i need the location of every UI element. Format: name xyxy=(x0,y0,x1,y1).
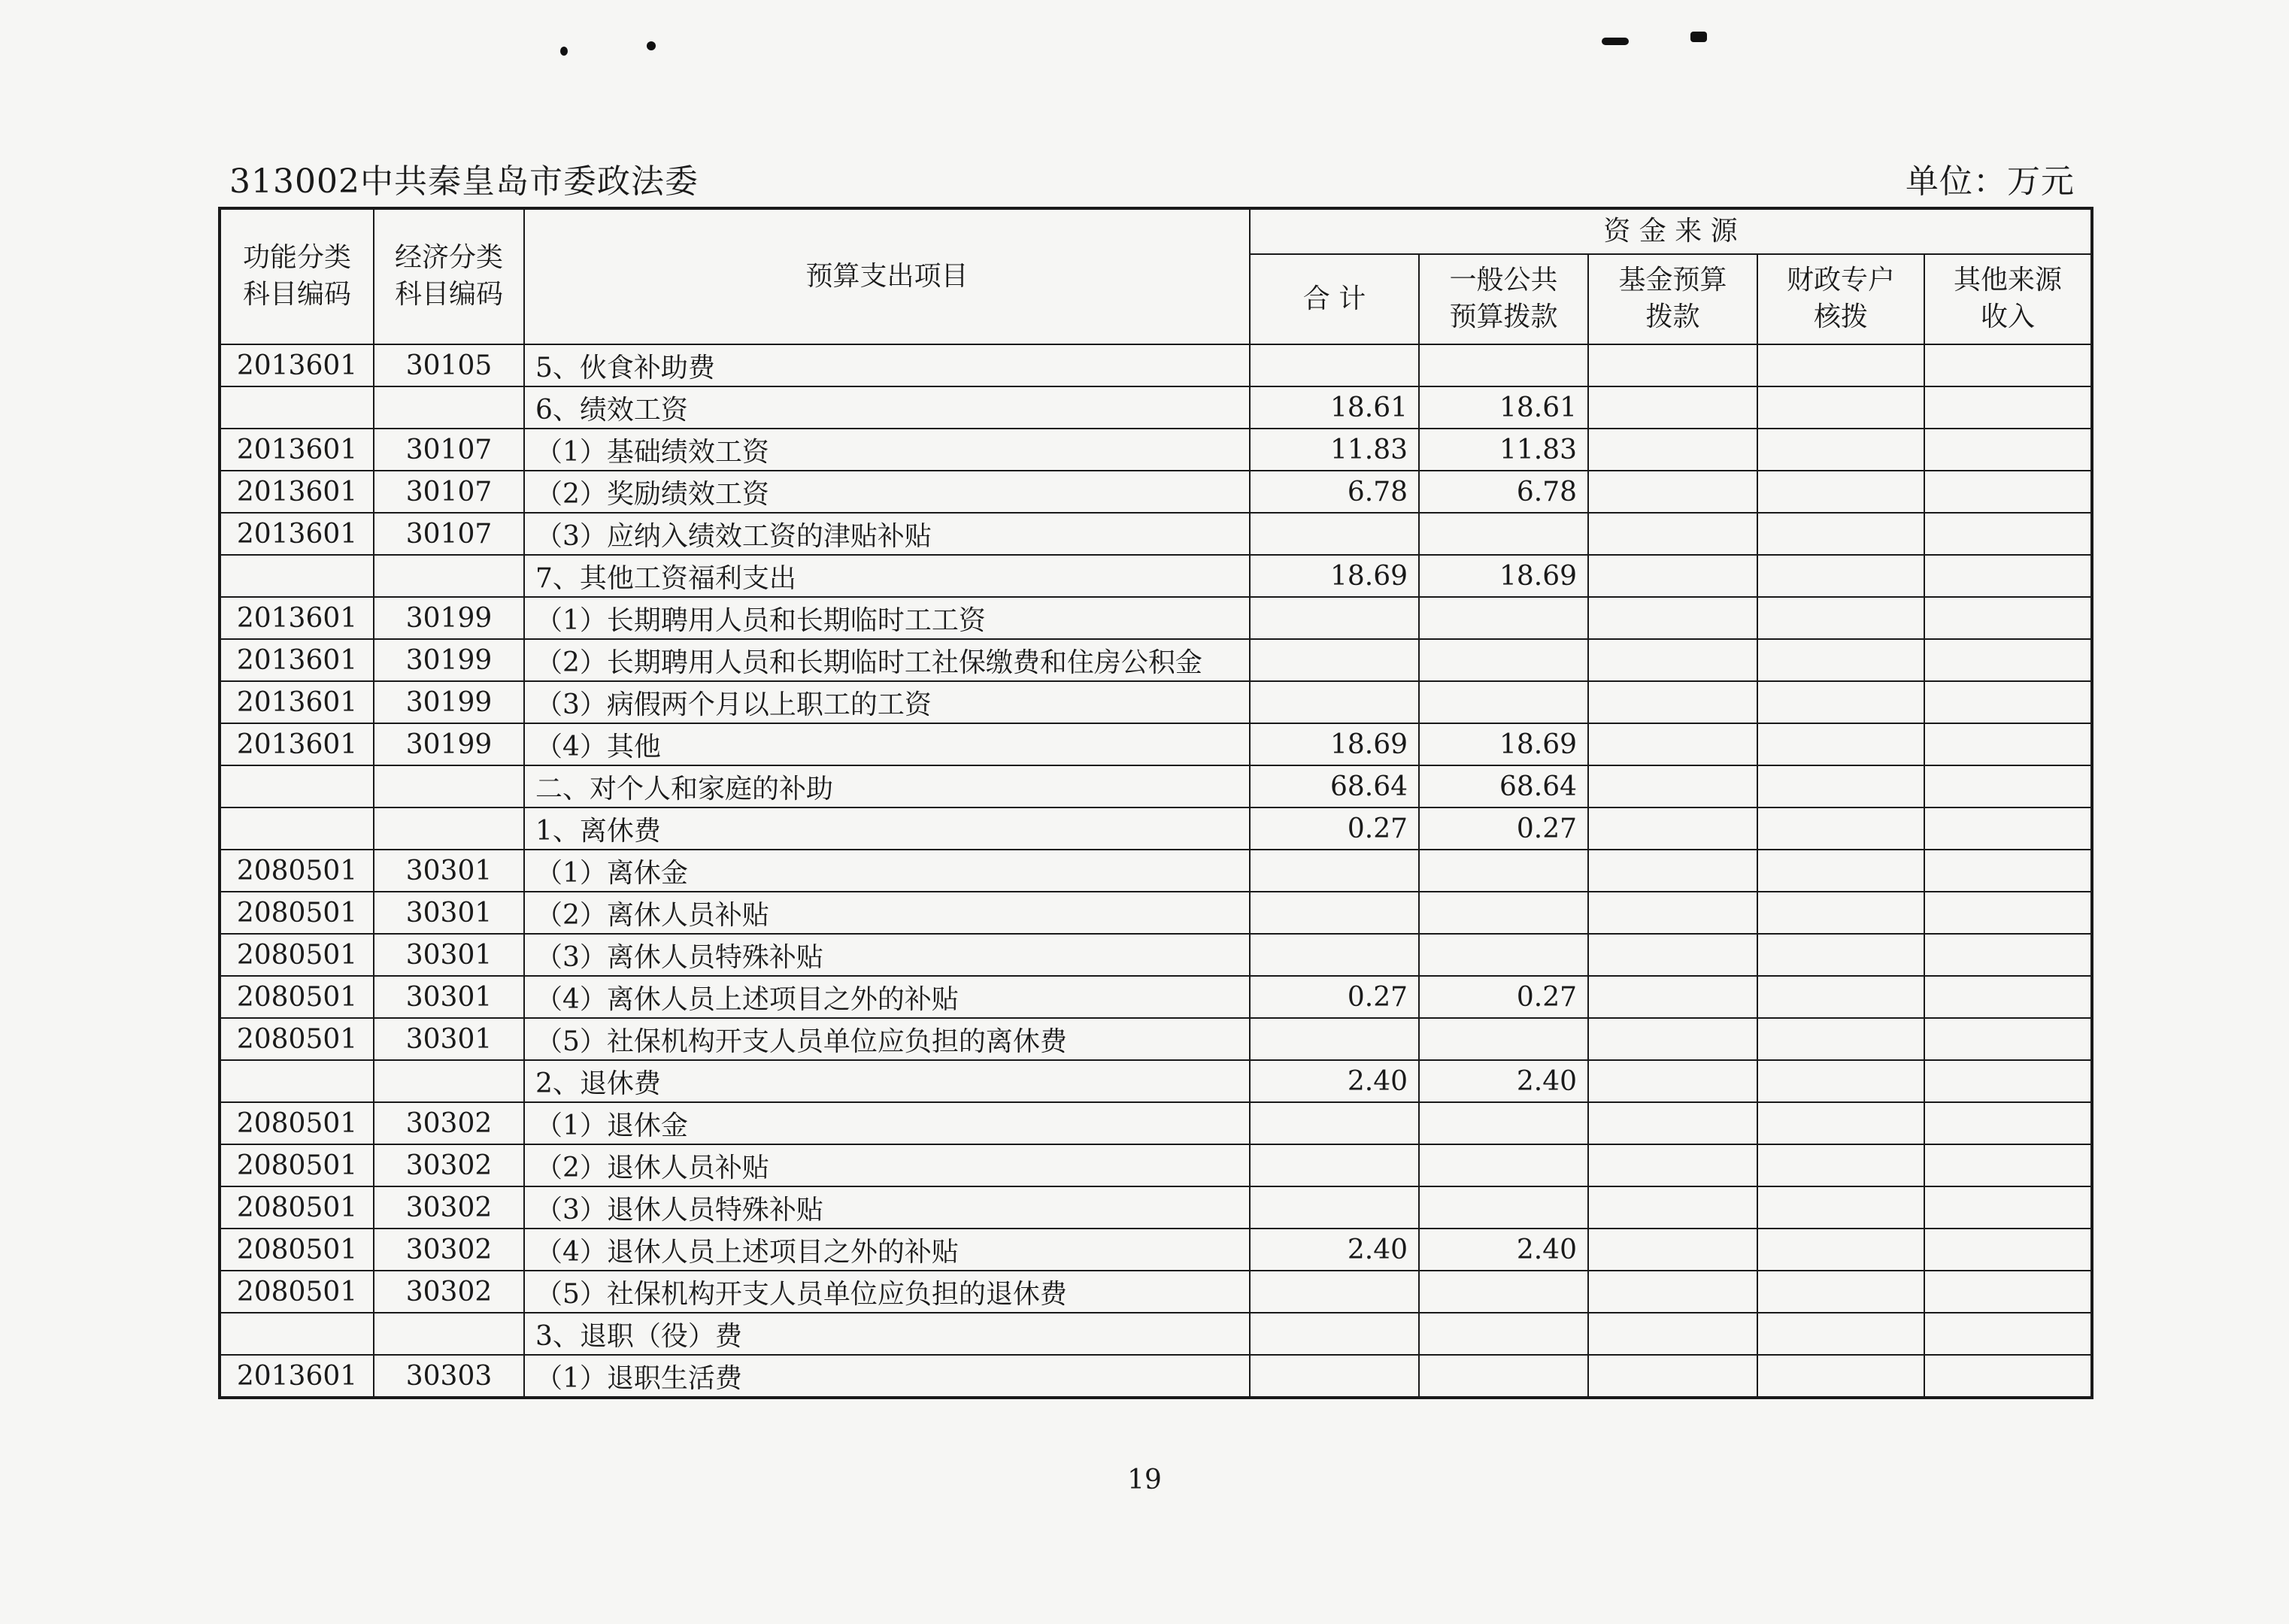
table-row xyxy=(220,597,2092,639)
fund-budget-cell xyxy=(1588,1060,1757,1102)
special-cell xyxy=(1757,1229,1924,1271)
table-row xyxy=(220,1102,2092,1144)
item-cell: （5）社保机构开支人员单位应负担的退休费 xyxy=(524,1271,1250,1313)
item-cell: （2）退休人员补贴 xyxy=(524,1144,1250,1186)
fund-budget-cell xyxy=(1588,807,1757,850)
general-cell xyxy=(1419,1313,1588,1355)
other-cell xyxy=(1924,386,2092,429)
func-code-cell: 2013601 xyxy=(220,344,374,386)
func-code-cell: 2013601 xyxy=(220,597,374,639)
table-row xyxy=(220,681,2092,723)
header-general-label: 一般公共 预算拨款 xyxy=(1449,265,1558,332)
general-cell: 6.78 xyxy=(1419,471,1588,513)
fund-budget-cell xyxy=(1588,850,1757,892)
econ-code-cell: 30301 xyxy=(374,892,524,934)
total-cell xyxy=(1250,1102,1419,1144)
special-cell xyxy=(1757,1102,1924,1144)
econ-code-cell: 30302 xyxy=(374,1271,524,1313)
other-cell xyxy=(1924,892,2092,934)
item-cell: （1）基础绩效工资 xyxy=(524,429,1250,471)
other-cell xyxy=(1924,1186,2092,1229)
header-special xyxy=(1757,254,1924,344)
special-cell xyxy=(1757,597,1924,639)
fund-budget-cell xyxy=(1588,1271,1757,1313)
special-cell xyxy=(1757,934,1924,976)
special-cell xyxy=(1757,892,1924,934)
table-row xyxy=(220,892,2092,934)
func-code-cell: 2080501 xyxy=(220,1229,374,1271)
total-cell xyxy=(1250,1186,1419,1229)
total-cell xyxy=(1250,597,1419,639)
func-code-cell: 2080501 xyxy=(220,1186,374,1229)
fund-budget-cell xyxy=(1588,1355,1757,1398)
other-cell xyxy=(1924,597,2092,639)
func-code-cell xyxy=(220,1060,374,1102)
general-cell: 11.83 xyxy=(1419,429,1588,471)
special-cell xyxy=(1757,513,1924,555)
func-code-cell xyxy=(220,765,374,807)
table-row xyxy=(220,765,2092,807)
general-cell: 0.27 xyxy=(1419,807,1588,850)
item-cell: （2）长期聘用人员和长期临时工社保缴费和住房公积金 xyxy=(524,639,1250,681)
fund-budget-cell xyxy=(1588,1102,1757,1144)
general-cell xyxy=(1419,1144,1588,1186)
special-cell xyxy=(1757,1186,1924,1229)
fund-budget-cell xyxy=(1588,513,1757,555)
item-cell: （3）离休人员特殊补贴 xyxy=(524,934,1250,976)
econ-code-cell: 30301 xyxy=(374,850,524,892)
total-cell xyxy=(1250,934,1419,976)
func-code-cell xyxy=(220,1313,374,1355)
table-row xyxy=(220,1229,2092,1271)
table-row xyxy=(220,934,2092,976)
item-cell: （1）退职生活费 xyxy=(524,1355,1250,1398)
header-other xyxy=(1924,254,2092,344)
total-cell: 18.61 xyxy=(1250,386,1419,429)
general-cell: 2.40 xyxy=(1419,1229,1588,1271)
func-code-cell: 2080501 xyxy=(220,1144,374,1186)
general-cell: 18.69 xyxy=(1419,555,1588,597)
header-item: 预算支出项目 xyxy=(524,208,1250,344)
total-cell xyxy=(1250,513,1419,555)
table-body xyxy=(220,344,2092,1398)
fund-budget-cell xyxy=(1588,765,1757,807)
general-cell xyxy=(1419,850,1588,892)
table-row xyxy=(220,555,2092,597)
econ-code-cell: 30107 xyxy=(374,513,524,555)
special-cell xyxy=(1757,681,1924,723)
other-cell xyxy=(1924,723,2092,765)
func-code-cell: 2080501 xyxy=(220,934,374,976)
func-code-cell: 2080501 xyxy=(220,892,374,934)
econ-code-cell: 30302 xyxy=(374,1102,524,1144)
item-cell: （1）退休金 xyxy=(524,1102,1250,1144)
other-cell xyxy=(1924,1144,2092,1186)
special-cell xyxy=(1757,471,1924,513)
budget-table xyxy=(218,207,2093,1399)
general-cell xyxy=(1419,639,1588,681)
item-cell: （1）长期聘用人员和长期临时工工资 xyxy=(524,597,1250,639)
func-code-cell: 2080501 xyxy=(220,850,374,892)
other-cell xyxy=(1924,976,2092,1018)
total-cell xyxy=(1250,1313,1419,1355)
table-row xyxy=(220,723,2092,765)
table-row xyxy=(220,344,2092,386)
special-cell xyxy=(1757,429,1924,471)
table-row xyxy=(220,1313,2092,1355)
item-cell: 7、其他工资福利支出 xyxy=(524,555,1250,597)
table-row xyxy=(220,513,2092,555)
fund-budget-cell xyxy=(1588,681,1757,723)
econ-code-cell: 30301 xyxy=(374,934,524,976)
total-cell: 2.40 xyxy=(1250,1229,1419,1271)
total-cell: 18.69 xyxy=(1250,723,1419,765)
item-cell: 2、退休费 xyxy=(524,1060,1250,1102)
general-cell xyxy=(1419,597,1588,639)
func-code-cell: 2080501 xyxy=(220,1018,374,1060)
other-cell xyxy=(1924,1018,2092,1060)
scan-speck xyxy=(1602,38,1629,45)
table-row xyxy=(220,1355,2092,1398)
econ-code-cell: 30302 xyxy=(374,1186,524,1229)
func-code-cell xyxy=(220,555,374,597)
table-row xyxy=(220,807,2092,850)
general-cell xyxy=(1419,681,1588,723)
econ-code-cell: 30105 xyxy=(374,344,524,386)
fund-budget-cell xyxy=(1588,386,1757,429)
scan-speck xyxy=(560,47,568,56)
table-row xyxy=(220,1186,2092,1229)
header-func-code xyxy=(220,208,374,344)
fund-budget-cell xyxy=(1588,1229,1757,1271)
total-cell xyxy=(1250,1144,1419,1186)
item-cell: （4）退休人员上述项目之外的补贴 xyxy=(524,1229,1250,1271)
table-row xyxy=(220,850,2092,892)
header-fund-budget-label: 基金预算 拨款 xyxy=(1618,265,1727,332)
total-cell: 0.27 xyxy=(1250,976,1419,1018)
fund-budget-cell xyxy=(1588,892,1757,934)
fund-budget-cell xyxy=(1588,597,1757,639)
item-cell: 3、退职（役）费 xyxy=(524,1313,1250,1355)
item-cell: 1、离休费 xyxy=(524,807,1250,850)
special-cell xyxy=(1757,1271,1924,1313)
special-cell xyxy=(1757,1313,1924,1355)
func-code-cell: 2080501 xyxy=(220,976,374,1018)
other-cell xyxy=(1924,1355,2092,1398)
header-econ-code-label: 经济分类 科目编码 xyxy=(394,242,503,310)
total-cell xyxy=(1250,1018,1419,1060)
header-fund-source: 资 金 来 源 xyxy=(1250,208,2092,254)
general-cell xyxy=(1419,513,1588,555)
total-cell: 18.69 xyxy=(1250,555,1419,597)
econ-code-cell: 30302 xyxy=(374,1144,524,1186)
item-cell: 5、伙食补助费 xyxy=(524,344,1250,386)
special-cell xyxy=(1757,344,1924,386)
item-cell: （2）离休人员补贴 xyxy=(524,892,1250,934)
func-code-cell: 2080501 xyxy=(220,1102,374,1144)
general-cell: 68.64 xyxy=(1419,765,1588,807)
general-cell xyxy=(1419,892,1588,934)
table-row xyxy=(220,429,2092,471)
econ-code-cell: 30301 xyxy=(374,1018,524,1060)
general-cell xyxy=(1419,344,1588,386)
header-total: 合 计 xyxy=(1250,254,1419,344)
unit-label: 单位：万元 xyxy=(1905,162,2075,201)
total-cell: 11.83 xyxy=(1250,429,1419,471)
item-cell: （3）应纳入绩效工资的津贴补贴 xyxy=(524,513,1250,555)
special-cell xyxy=(1757,976,1924,1018)
page-number: 19 xyxy=(1127,1465,1162,1495)
special-cell xyxy=(1757,1060,1924,1102)
fund-budget-cell xyxy=(1588,1313,1757,1355)
header-special-label: 财政专户 核拨 xyxy=(1786,265,1895,332)
table-row xyxy=(220,386,2092,429)
other-cell xyxy=(1924,850,2092,892)
other-cell xyxy=(1924,681,2092,723)
econ-code-cell: 30199 xyxy=(374,723,524,765)
fund-budget-cell xyxy=(1588,1144,1757,1186)
fund-budget-cell xyxy=(1588,639,1757,681)
special-cell xyxy=(1757,639,1924,681)
general-cell xyxy=(1419,1186,1588,1229)
item-cell: （3）病假两个月以上职工的工资 xyxy=(524,681,1250,723)
general-cell: 2.40 xyxy=(1419,1060,1588,1102)
special-cell xyxy=(1757,1355,1924,1398)
item-cell: （3）退休人员特殊补贴 xyxy=(524,1186,1250,1229)
item-cell: （4）其他 xyxy=(524,723,1250,765)
other-cell xyxy=(1924,1060,2092,1102)
econ-code-cell xyxy=(374,1060,524,1102)
header-general xyxy=(1419,254,1588,344)
item-cell: （5）社保机构开支人员单位应负担的离休费 xyxy=(524,1018,1250,1060)
special-cell xyxy=(1757,1144,1924,1186)
other-cell xyxy=(1924,934,2092,976)
func-code-cell: 2013601 xyxy=(220,429,374,471)
fund-budget-cell xyxy=(1588,471,1757,513)
general-cell xyxy=(1419,1271,1588,1313)
total-cell xyxy=(1250,892,1419,934)
item-cell: 6、绩效工资 xyxy=(524,386,1250,429)
total-cell xyxy=(1250,1355,1419,1398)
other-cell xyxy=(1924,1102,2092,1144)
other-cell xyxy=(1924,807,2092,850)
special-cell xyxy=(1757,765,1924,807)
fund-budget-cell xyxy=(1588,934,1757,976)
organization-title: 313002中共秦皇岛市委政法委 xyxy=(229,162,699,201)
table-row xyxy=(220,471,2092,513)
general-cell xyxy=(1419,934,1588,976)
special-cell xyxy=(1757,1018,1924,1060)
econ-code-cell: 30107 xyxy=(374,429,524,471)
item-cell: （4）离休人员上述项目之外的补贴 xyxy=(524,976,1250,1018)
total-cell: 6.78 xyxy=(1250,471,1419,513)
total-cell: 2.40 xyxy=(1250,1060,1419,1102)
econ-code-cell: 30199 xyxy=(374,681,524,723)
item-cell: 二、对个人和家庭的补助 xyxy=(524,765,1250,807)
total-cell xyxy=(1250,681,1419,723)
econ-code-cell: 30199 xyxy=(374,597,524,639)
func-code-cell: 2013601 xyxy=(220,723,374,765)
special-cell xyxy=(1757,850,1924,892)
fund-budget-cell xyxy=(1588,429,1757,471)
general-cell xyxy=(1419,1355,1588,1398)
header-func-code-label: 功能分类 科目编码 xyxy=(242,242,351,310)
general-cell: 18.69 xyxy=(1419,723,1588,765)
item-cell: （2）奖励绩效工资 xyxy=(524,471,1250,513)
econ-code-cell xyxy=(374,807,524,850)
item-cell: （1）离休金 xyxy=(524,850,1250,892)
other-cell xyxy=(1924,1229,2092,1271)
econ-code-cell: 30302 xyxy=(374,1229,524,1271)
table-row xyxy=(220,1144,2092,1186)
general-cell: 18.61 xyxy=(1419,386,1588,429)
table-row xyxy=(220,1018,2092,1060)
total-cell xyxy=(1250,639,1419,681)
other-cell xyxy=(1924,555,2092,597)
table-row xyxy=(220,976,2092,1018)
econ-code-cell xyxy=(374,555,524,597)
general-cell xyxy=(1419,1102,1588,1144)
econ-code-cell: 30107 xyxy=(374,471,524,513)
special-cell xyxy=(1757,723,1924,765)
table-row xyxy=(220,639,2092,681)
econ-code-cell xyxy=(374,386,524,429)
fund-budget-cell xyxy=(1588,723,1757,765)
other-cell xyxy=(1924,1313,2092,1355)
total-cell: 0.27 xyxy=(1250,807,1419,850)
total-cell xyxy=(1250,344,1419,386)
other-cell xyxy=(1924,765,2092,807)
special-cell xyxy=(1757,555,1924,597)
special-cell xyxy=(1757,807,1924,850)
other-cell xyxy=(1924,429,2092,471)
other-cell xyxy=(1924,471,2092,513)
func-code-cell: 2013601 xyxy=(220,513,374,555)
econ-code-cell: 30199 xyxy=(374,639,524,681)
total-cell: 68.64 xyxy=(1250,765,1419,807)
header-econ-code xyxy=(374,208,524,344)
other-cell xyxy=(1924,639,2092,681)
func-code-cell xyxy=(220,807,374,850)
func-code-cell xyxy=(220,386,374,429)
table-row xyxy=(220,1060,2092,1102)
other-cell xyxy=(1924,1271,2092,1313)
other-cell xyxy=(1924,344,2092,386)
scan-speck xyxy=(1690,32,1707,42)
fund-budget-cell xyxy=(1588,1018,1757,1060)
econ-code-cell xyxy=(374,1313,524,1355)
func-code-cell: 2013601 xyxy=(220,471,374,513)
fund-budget-cell xyxy=(1588,555,1757,597)
table-row xyxy=(220,1271,2092,1313)
fund-budget-cell xyxy=(1588,1186,1757,1229)
general-cell: 0.27 xyxy=(1419,976,1588,1018)
total-cell xyxy=(1250,850,1419,892)
econ-code-cell: 30301 xyxy=(374,976,524,1018)
func-code-cell: 2013601 xyxy=(220,639,374,681)
other-cell xyxy=(1924,513,2092,555)
scan-speck xyxy=(647,41,656,50)
header-other-label: 其他来源 收入 xyxy=(1954,265,2063,332)
func-code-cell: 2013601 xyxy=(220,681,374,723)
special-cell xyxy=(1757,386,1924,429)
func-code-cell: 2013601 xyxy=(220,1355,374,1398)
header-fund-budget xyxy=(1588,254,1757,344)
econ-code-cell: 30303 xyxy=(374,1355,524,1398)
fund-budget-cell xyxy=(1588,976,1757,1018)
func-code-cell: 2080501 xyxy=(220,1271,374,1313)
econ-code-cell xyxy=(374,765,524,807)
general-cell xyxy=(1419,1018,1588,1060)
fund-budget-cell xyxy=(1588,344,1757,386)
total-cell xyxy=(1250,1271,1419,1313)
